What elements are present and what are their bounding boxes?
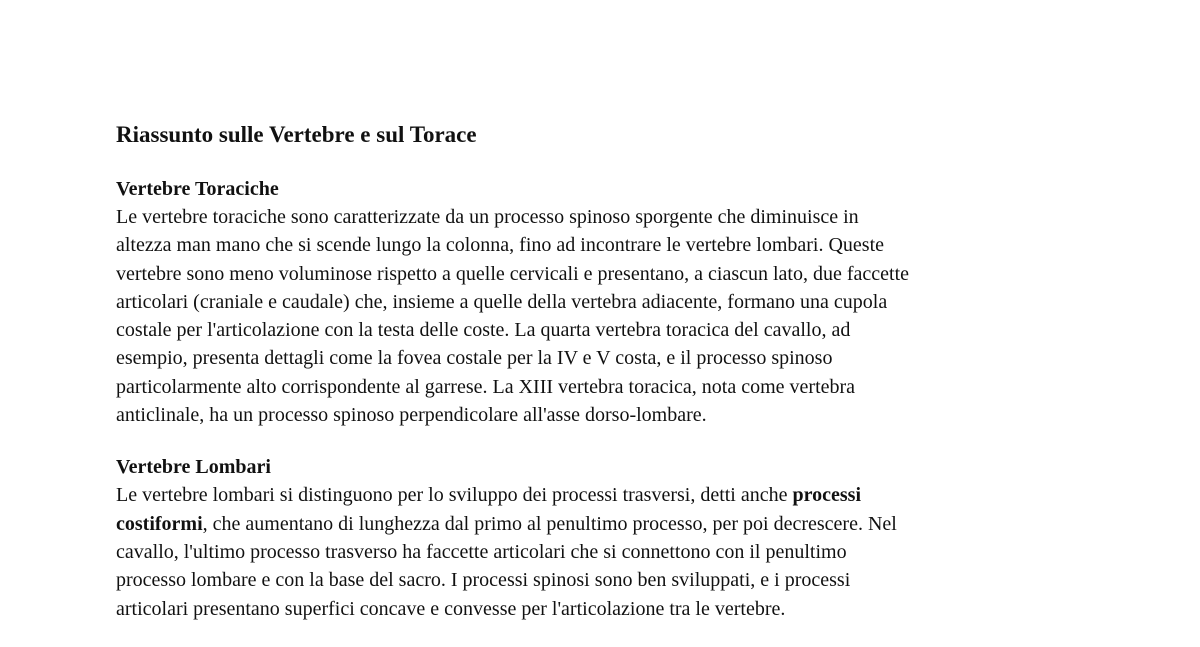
section-vertebre-lombari	[116, 453, 1086, 622]
paragraph-line: vertebre sono meno voluminose rispetto a quelle cervicali e presentano, a ciascun lato, due faccette	[116, 262, 910, 285]
paragraph-text: Le vertebre lombari si distinguono per lo sviluppo dei processi trasversi, detti anche	[116, 484, 793, 507]
paragraph-line: processo lombare e con la base del sacro. I processi spinosi sono ben sviluppati, e i processi	[116, 569, 851, 592]
paragraph-line	[116, 481, 1086, 509]
bold-term: processi	[792, 484, 862, 507]
paragraph-line: Le vertebre toraciche sono caratterizzate da un processo spinoso sporgente che diminuisce in	[116, 206, 859, 228]
section-vertebre-toraciche	[116, 175, 1086, 429]
paragraph-line: costale per l'articolazione con la testa delle coste. La quarta vertebra toracica del cavallo, ad	[116, 319, 851, 342]
paragraph-line	[116, 510, 1086, 538]
section-paragraph	[116, 481, 1086, 622]
paragraph-line: esempio, presenta dettagli come la fovea costale per la IV e V costa, e il processo spinoso	[116, 347, 833, 370]
paragraph-line: altezza man mano che si scende lungo la colonna, fino ad incontrare le vertebre lombari. Queste	[116, 234, 885, 257]
paragraph-line: particolarmente alto corrispondente al garrese. La XIII vertebra toracica, nota come vertebra	[116, 375, 856, 398]
document-title: Riassunto sulle Vertebre e sul Torace	[116, 122, 477, 147]
bold-term: costiformi	[116, 512, 203, 535]
paragraph-line: anticlinale, ha un processo spinoso perpendicolare all'asse dorso-lombare.	[116, 404, 707, 427]
paragraph-line: cavallo, l'ultimo processo trasverso ha faccette articolari che si connettono con il penultimo	[116, 540, 847, 563]
paragraph-text: , che aumentano di lunghezza dal primo al penultimo processo, per poi decrescere. Nel	[202, 512, 897, 535]
document-page	[116, 119, 1086, 647]
paragraph-line: articolari (craniale e caudale) che, insieme a quelle della vertebra adiacente, formano una cupola	[116, 290, 888, 313]
section-heading: Vertebre Lombari	[116, 456, 271, 479]
section-paragraph	[116, 203, 1086, 429]
paragraph-line: articolari presentano superfici concave e convesse per l'articolazione tra le vertebre.	[116, 597, 786, 620]
section-heading: Vertebre Toraciche	[116, 178, 279, 200]
